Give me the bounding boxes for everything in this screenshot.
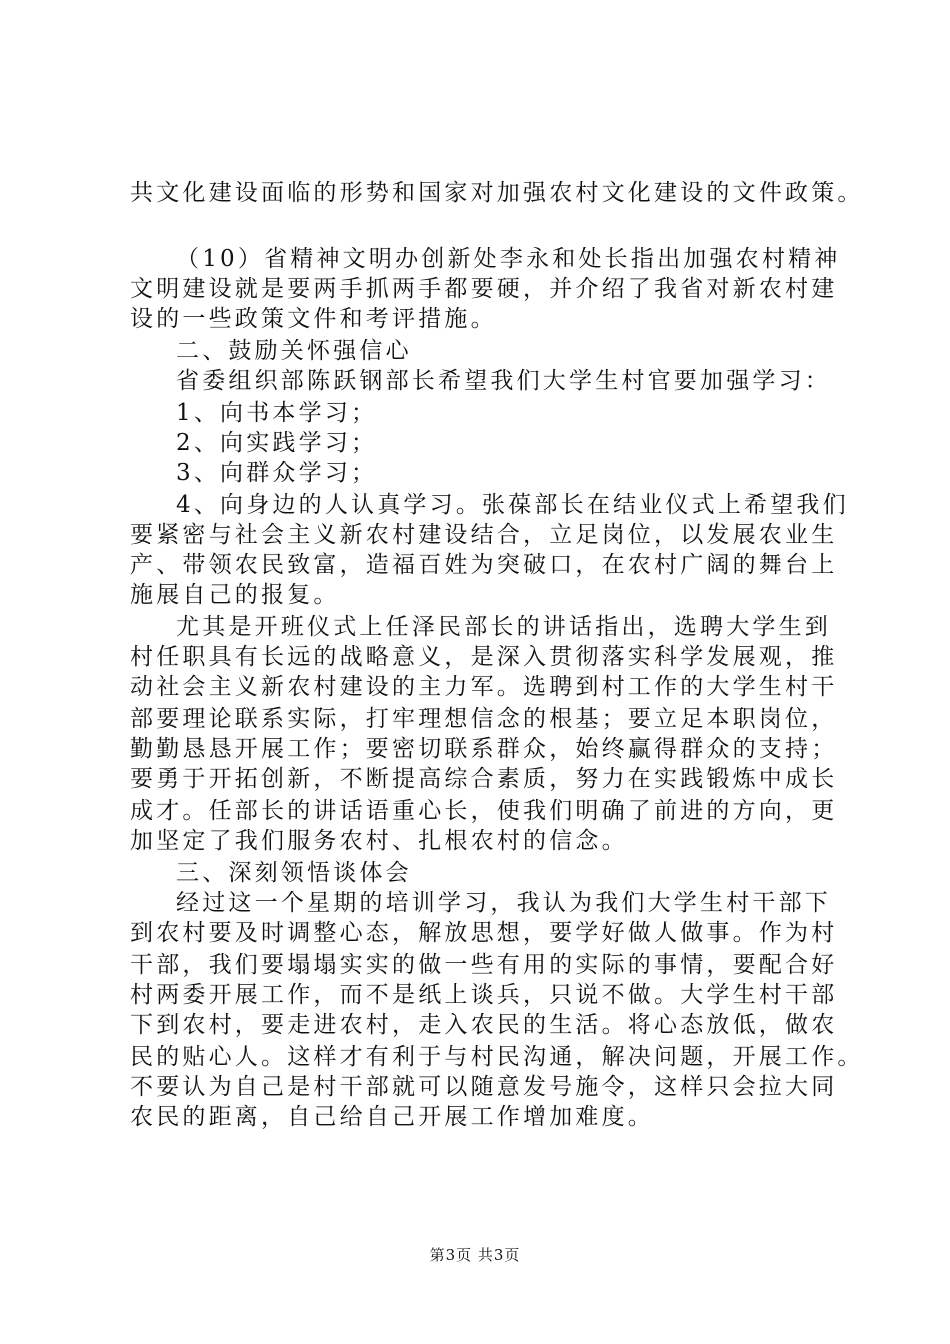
section-heading: 三、深刻领悟谈体会 (176, 860, 412, 886)
paragraph-line: 到农村要及时调整心态，解放思想，要学好做人做事。作为村 (130, 920, 838, 946)
paragraph-line: （10）省精神文明办创新处李永和处长指出加强农村精神 (176, 246, 841, 272)
paragraph-line: 设的一些政策文件和考评措施。 (130, 306, 497, 332)
paragraph-line: 要紧密与社会主义新农村建设结合，立足岗位，以发展农业生 (130, 522, 838, 548)
list-item: 2、向实践学习； (176, 430, 378, 456)
paragraph-line: 加坚定了我们服务农村、扎根农村的信念。 (130, 828, 628, 854)
paragraph-line: 经过这一个星期的培训学习，我认为我们大学生村干部下 (176, 890, 831, 916)
paragraph-line: 不要认为自己是村干部就可以随意发号施令，这样只会拉大同 (130, 1074, 838, 1100)
paragraph-line: 成才。任部长的讲话语重心长，使我们明确了前进的方向，更 (130, 798, 838, 824)
paragraph-line: 村任职具有长远的战略意义，是深入贯彻落实科学发展观，推 (130, 644, 838, 670)
paragraph-line: 文明建设就是要两手抓两手都要硬，并介绍了我省对新农村建 (130, 276, 838, 302)
paragraph-line: 共文化建设面临的形势和国家对加强农村文化建设的文件政策。 (130, 180, 864, 206)
paragraph-line: 施展自己的报复。 (130, 582, 340, 608)
paragraph-line: 动社会主义新农村建设的主力军。选聘到村工作的大学生村干 (130, 674, 838, 700)
paragraph-line: 民的贴心人。这样才有利于与村民沟通，解决问题，开展工作。 (130, 1044, 864, 1070)
paragraph-line: 农民的距离，自己给自己开展工作增加难度。 (130, 1104, 654, 1130)
section-heading: 二、鼓励关怀强信心 (176, 338, 412, 364)
paragraph-line: 要勇于开拓创新，不断提高综合素质，努力在实践锻炼中成长 (130, 766, 838, 792)
paragraph-line: 勤勤恳恳开展工作；要密切联系群众，始终赢得群众的支持； (130, 736, 838, 762)
list-item: 3、向群众学习； (176, 460, 378, 486)
paragraph-line: 村两委开展工作，而不是纸上谈兵，只说不做。大学生村干部 (130, 982, 838, 1008)
paragraph-line: 部要理论联系实际，打牢理想信念的根基；要立足本职岗位， (130, 706, 838, 732)
list-item: 1、向书本学习； (176, 400, 378, 426)
paragraph-line: 下到农村，要走进农村，走入农民的生活。将心态放低，做农 (130, 1012, 838, 1038)
paragraph-line: 干部，我们要塌塌实实的做一些有用的实际的事情，要配合好 (130, 952, 838, 978)
list-item: 4、向身边的人认真学习。张葆部长在结业仪式上希望我们 (176, 492, 849, 518)
page-footer: 第3页 共3页 (429, 1246, 521, 1264)
paragraph-line: 产、带领农民致富，造福百姓为突破口，在农村广阔的舞台上 (130, 552, 838, 578)
paragraph-line: 省委组织部陈跃钢部长希望我们大学生村官要加强学习： (176, 368, 831, 394)
paragraph-line: 尤其是开班仪式上任泽民部长的讲话指出，选聘大学生到 (176, 614, 831, 640)
